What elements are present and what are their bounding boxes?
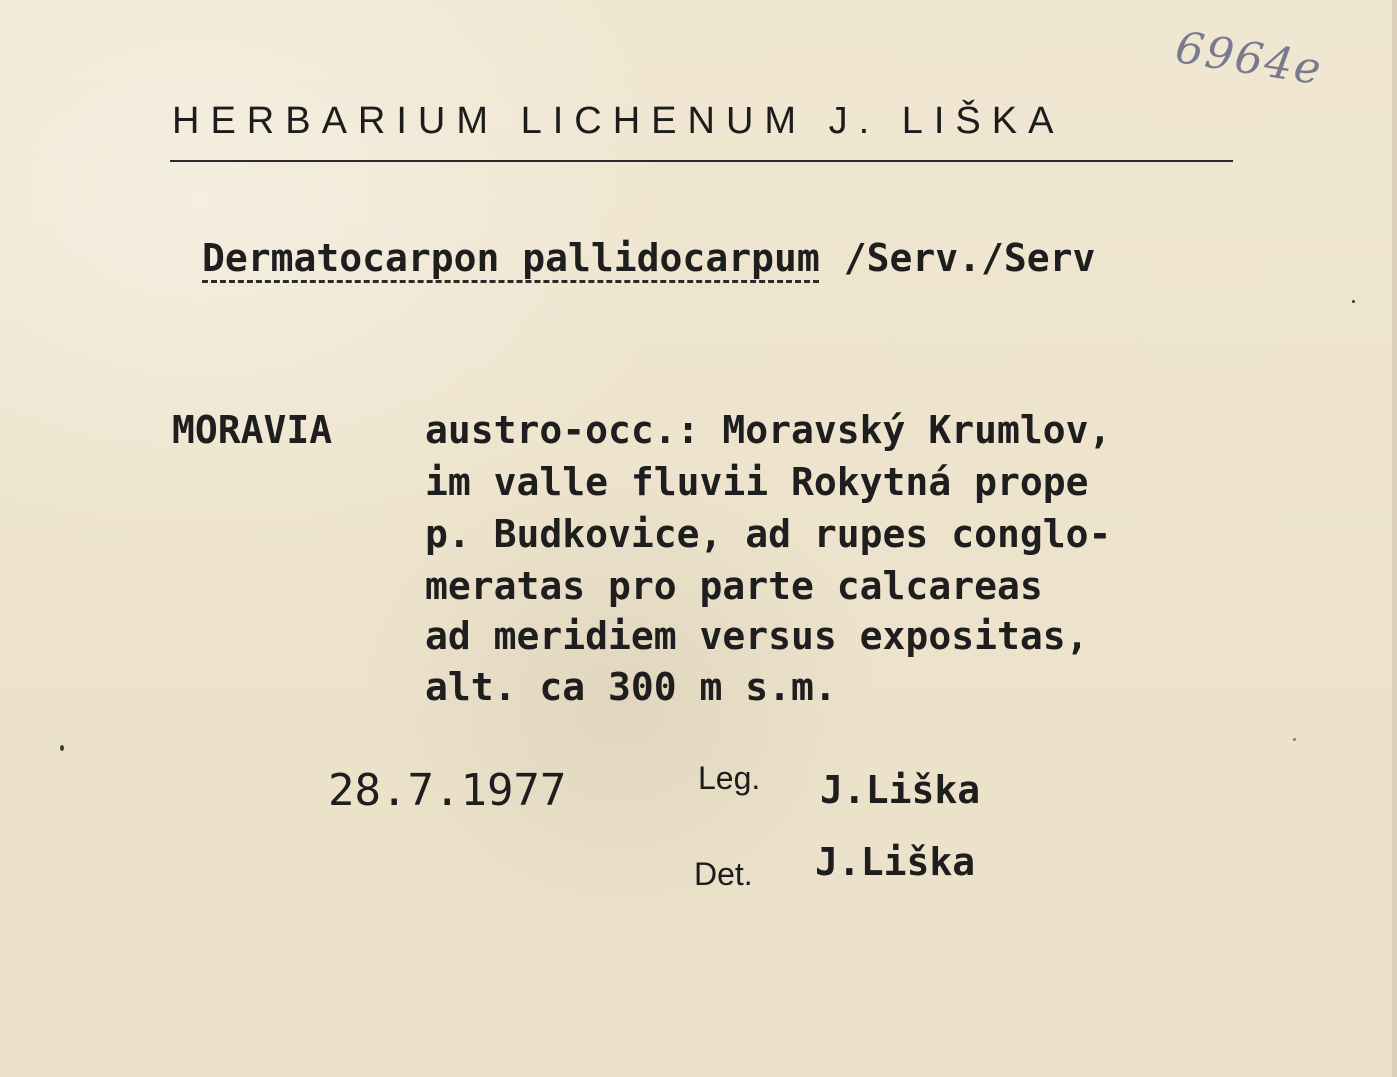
locality-line-4: meratas pro parte calcareas <box>425 564 1043 608</box>
locality-region: MORAVIA <box>172 408 333 452</box>
species-line <box>202 236 1095 280</box>
species-name: Dermatocarpon pallidocarpum <box>202 236 820 280</box>
locality-line-6: alt. ca 300 m s.m. <box>425 665 837 709</box>
collector-name: J.Liška <box>820 768 981 812</box>
leg-label: Leg. <box>698 760 761 796</box>
locality-line-5: ad meridiem versus expositas, <box>425 614 1089 658</box>
title-rule <box>170 160 1233 162</box>
collection-date: 28.7.1977 <box>328 765 567 816</box>
locality-line-3: p. Budkovice, ad rupes conglo- <box>425 512 1112 556</box>
paper-edge <box>1392 0 1397 1077</box>
herbarium-title: HERBARIUM LICHENUM J. LIŠKA <box>172 100 1065 142</box>
locality-line-2: im valle fluvii Rokytná prope <box>425 460 1089 504</box>
locality-line-1: austro-occ.: Moravský Krumlov, <box>425 408 1112 452</box>
accession-number: 6964e <box>1172 22 1327 96</box>
det-label: Det. <box>694 856 753 892</box>
ink-speck <box>1352 300 1355 303</box>
ink-speck <box>60 745 64 751</box>
determiner-name: J.Liška <box>815 840 976 884</box>
ink-speck <box>1293 738 1296 741</box>
species-authority: /Serv./Serv <box>843 236 1096 280</box>
